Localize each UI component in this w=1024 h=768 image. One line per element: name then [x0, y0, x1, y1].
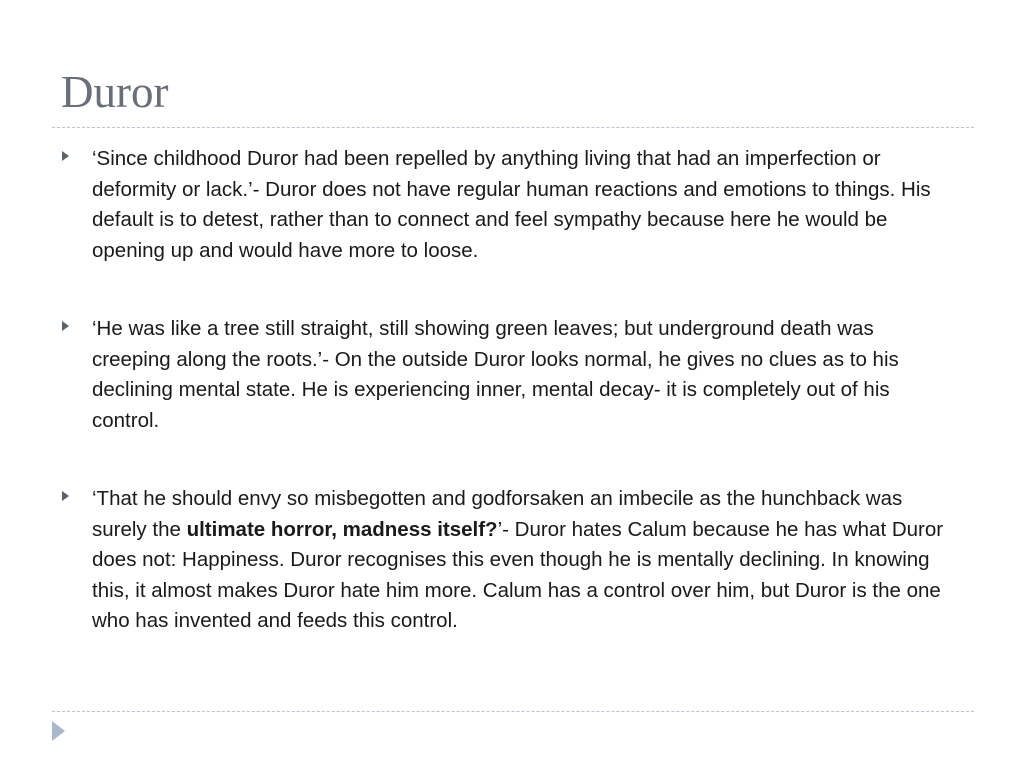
title-divider: [52, 127, 974, 128]
slide-title: Duror: [61, 67, 169, 117]
footer-divider: [52, 711, 974, 712]
bullet-item: [58, 144, 958, 266]
bullet-item: [58, 484, 958, 637]
bullet-text: [92, 484, 958, 637]
bullet-text: ‘Since childhood Duror had been repelled by anything living that had an imperfection or deformity or lack.’- Duror does not have regular human reactions and emotions to things. His default is to detest, rather than to connect and feel sympathy because here he would be opening up and would have more to loose.: [92, 147, 931, 262]
triangle-right-icon: [62, 491, 69, 501]
bullet-text-bold: ultimate horror, madness itself?: [186, 517, 498, 541]
bullet-item: [58, 314, 958, 436]
triangle-right-icon: [62, 151, 69, 161]
triangle-right-icon: [62, 321, 69, 331]
bullet-text: ‘He was like a tree still straight, still showing green leaves; but underground death was creeping along the roots.’- On the outside Duror looks normal, he gives no clues as to his declining mental state. He is experiencing inner, mental decay- it is completely out of his control.: [92, 317, 899, 432]
bullet-text-part: ’- Duror hates Calum because he has what Duror does not: Happiness. Duror recognises this even though he is mentally declining. In knowing this, it almost makes Duror hate him more. Calum has a control over him, but Duror is the one who has invented and feeds this control.: [92, 517, 944, 632]
bullet-text-part: ‘That he should envy so misbegotten and godforsaken an imbecile as the hunchback was surely the: [92, 487, 903, 541]
play-arrow-icon[interactable]: [52, 721, 65, 741]
